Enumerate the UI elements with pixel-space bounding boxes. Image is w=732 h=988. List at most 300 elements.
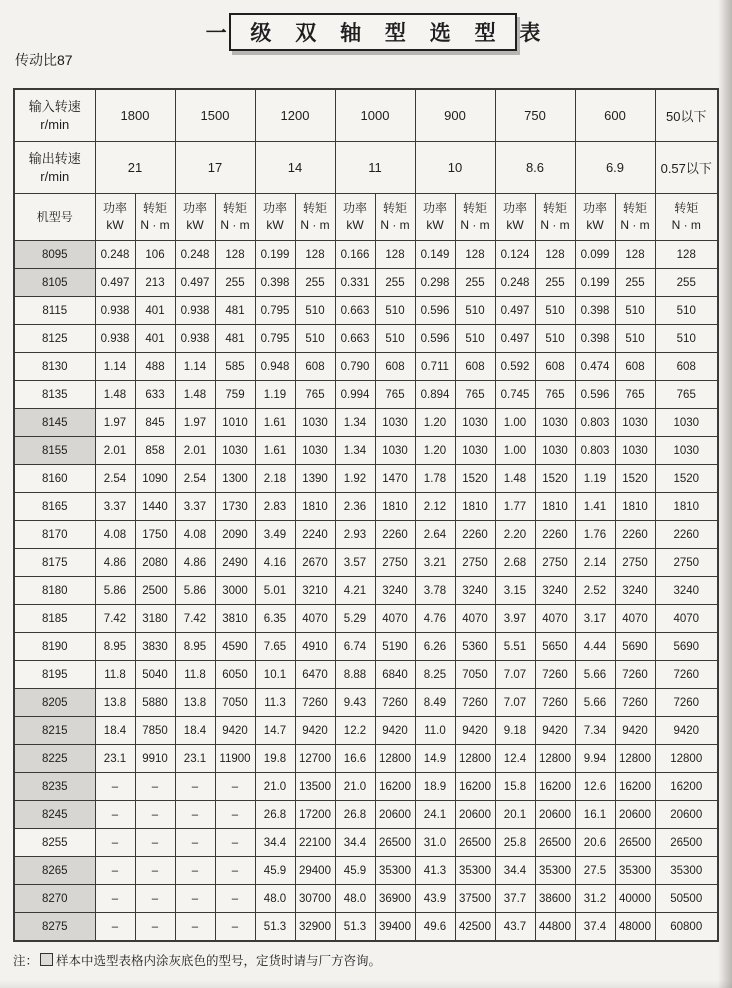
model-cell: 8245 [14, 801, 95, 829]
data-cell: – [95, 829, 135, 857]
data-cell: 128 [295, 241, 335, 269]
data-cell: 45.9 [335, 857, 375, 885]
data-cell: 3830 [135, 633, 175, 661]
data-cell: 16.6 [335, 745, 375, 773]
data-cell: 26.8 [335, 801, 375, 829]
output-speed-value: 11 [335, 142, 415, 194]
data-cell: 37.7 [495, 885, 535, 913]
data-cell: 4070 [655, 605, 718, 633]
table-body [14, 241, 718, 942]
data-cell: 4.08 [95, 521, 135, 549]
data-cell: 3.37 [95, 493, 135, 521]
data-cell: – [175, 857, 215, 885]
table-row [14, 437, 718, 465]
model-cell: 8155 [14, 437, 95, 465]
data-cell: 26500 [535, 829, 575, 857]
data-cell: 20600 [455, 801, 495, 829]
data-cell: 3.78 [415, 577, 455, 605]
data-cell: 18.4 [175, 717, 215, 745]
model-cell: 8255 [14, 829, 95, 857]
data-cell: 2.52 [575, 577, 615, 605]
input-speed-value: 1200 [255, 89, 335, 142]
data-cell: 26500 [615, 829, 655, 857]
data-cell: 608 [535, 353, 575, 381]
data-cell: 2.12 [415, 493, 455, 521]
output-speed-value: 21 [95, 142, 175, 194]
data-cell: – [175, 829, 215, 857]
data-cell: 20.1 [495, 801, 535, 829]
data-cell: 1.34 [335, 409, 375, 437]
data-cell: 2.18 [255, 465, 295, 493]
data-cell: 18.9 [415, 773, 455, 801]
data-cell: 7260 [535, 661, 575, 689]
data-cell: 1.34 [335, 437, 375, 465]
table-row [14, 297, 718, 325]
table-row [14, 717, 718, 745]
data-cell: – [95, 773, 135, 801]
data-cell: 3180 [135, 605, 175, 633]
data-cell: 128 [455, 241, 495, 269]
torque-header: 转矩 N · m [215, 194, 255, 241]
data-cell: 1810 [455, 493, 495, 521]
data-cell: 0.663 [335, 297, 375, 325]
data-cell: 3240 [655, 577, 718, 605]
data-cell: 11.3 [255, 689, 295, 717]
data-cell: 1.92 [335, 465, 375, 493]
data-cell: 0.803 [575, 437, 615, 465]
data-cell: 0.398 [575, 297, 615, 325]
data-cell: 12800 [615, 745, 655, 773]
output-speed-header: 输出转速 r/min [14, 142, 95, 194]
data-cell: 3.15 [495, 577, 535, 605]
data-cell: 0.398 [575, 325, 615, 353]
data-cell: 10.1 [255, 661, 295, 689]
data-cell: 11.0 [415, 717, 455, 745]
model-cell: 8125 [14, 325, 95, 353]
data-cell: 16200 [375, 773, 415, 801]
data-cell: 255 [535, 269, 575, 297]
torque-header: 转矩 N · m [135, 194, 175, 241]
data-cell: 128 [215, 241, 255, 269]
data-cell: 858 [135, 437, 175, 465]
data-cell: 2.01 [95, 437, 135, 465]
data-cell: 7260 [615, 661, 655, 689]
data-cell: 9.94 [575, 745, 615, 773]
data-cell: 48000 [615, 913, 655, 942]
data-cell: 4.21 [335, 577, 375, 605]
data-cell: 1810 [655, 493, 718, 521]
data-cell: 1.97 [95, 409, 135, 437]
torque-header: 转矩 N · m [615, 194, 655, 241]
model-cell: 8180 [14, 577, 95, 605]
data-cell: 0.803 [575, 409, 615, 437]
model-cell: 8270 [14, 885, 95, 913]
data-cell: 3.17 [575, 605, 615, 633]
data-cell: 1030 [615, 437, 655, 465]
data-cell: 16200 [615, 773, 655, 801]
data-cell: 7050 [455, 661, 495, 689]
data-cell: 7.42 [175, 605, 215, 633]
table-row [14, 465, 718, 493]
data-cell: 35300 [655, 857, 718, 885]
model-cell: 8185 [14, 605, 95, 633]
input-speed-value: 1500 [175, 89, 255, 142]
data-cell: 3240 [615, 577, 655, 605]
data-cell: 255 [295, 269, 335, 297]
data-cell: 5690 [615, 633, 655, 661]
power-header: 功率 kW [495, 194, 535, 241]
data-cell: 128 [375, 241, 415, 269]
data-cell: 0.596 [415, 297, 455, 325]
data-cell: 1090 [135, 465, 175, 493]
data-cell: 1030 [455, 409, 495, 437]
data-cell: 11.8 [175, 661, 215, 689]
model-cell: 8145 [14, 409, 95, 437]
data-cell: 5.51 [495, 633, 535, 661]
page-title-text: 一 级 双 轴 型 选 型 表 [205, 22, 550, 45]
data-cell: 9420 [215, 717, 255, 745]
data-cell: 12.4 [495, 745, 535, 773]
data-cell: 765 [295, 381, 335, 409]
data-cell: 0.298 [415, 269, 455, 297]
data-cell: 50500 [655, 885, 718, 913]
data-cell: – [135, 857, 175, 885]
data-cell: 19.8 [255, 745, 295, 773]
data-cell: 481 [215, 297, 255, 325]
data-cell: 510 [375, 297, 415, 325]
data-cell: 765 [615, 381, 655, 409]
data-cell: – [95, 801, 135, 829]
data-cell: 12800 [375, 745, 415, 773]
data-cell: 5360 [455, 633, 495, 661]
data-cell: 20600 [535, 801, 575, 829]
data-cell: 128 [655, 241, 718, 269]
data-cell: 9420 [375, 717, 415, 745]
data-cell: 0.248 [175, 241, 215, 269]
model-cell: 8205 [14, 689, 95, 717]
data-cell: 1440 [135, 493, 175, 521]
data-cell: 7050 [215, 689, 255, 717]
data-cell: 0.663 [335, 325, 375, 353]
data-cell: 3810 [215, 605, 255, 633]
data-cell: 5880 [135, 689, 175, 717]
data-cell: 9420 [615, 717, 655, 745]
data-cell: 6.74 [335, 633, 375, 661]
input-speed-value: 1800 [95, 89, 175, 142]
data-cell: 1.61 [255, 437, 295, 465]
data-cell: 0.592 [495, 353, 535, 381]
scan-edge-shadow [718, 0, 732, 988]
model-header: 机型号 [14, 194, 95, 241]
data-cell: 1030 [615, 409, 655, 437]
data-cell: 13.8 [175, 689, 215, 717]
data-cell: 4.44 [575, 633, 615, 661]
data-cell: 510 [655, 325, 718, 353]
data-cell: 0.124 [495, 241, 535, 269]
data-cell: 0.199 [575, 269, 615, 297]
data-cell: 6470 [295, 661, 335, 689]
data-cell: 2.54 [95, 465, 135, 493]
data-cell: 1.20 [415, 437, 455, 465]
model-cell: 8115 [14, 297, 95, 325]
data-cell: 39400 [375, 913, 415, 942]
data-cell: 4070 [535, 605, 575, 633]
torque-header: 转矩 N · m [535, 194, 575, 241]
output-speed-value: 14 [255, 142, 335, 194]
data-cell: 35300 [615, 857, 655, 885]
torque-header: 转矩 N · m [655, 194, 718, 241]
data-cell: 1750 [135, 521, 175, 549]
data-cell: 1810 [375, 493, 415, 521]
data-cell: 9420 [535, 717, 575, 745]
data-cell: 34.4 [335, 829, 375, 857]
input-speed-value: 1000 [335, 89, 415, 142]
table-row [14, 829, 718, 857]
table-row [14, 801, 718, 829]
data-cell: 510 [615, 325, 655, 353]
data-cell: 0.795 [255, 297, 295, 325]
data-cell: 1030 [375, 437, 415, 465]
data-cell: 0.938 [175, 297, 215, 325]
data-cell: 510 [455, 297, 495, 325]
output-speed-value: 17 [175, 142, 255, 194]
data-cell: 0.790 [335, 353, 375, 381]
data-cell: 0.795 [255, 325, 295, 353]
data-cell: 26500 [375, 829, 415, 857]
data-cell: 401 [135, 297, 175, 325]
data-cell: 26500 [455, 829, 495, 857]
data-cell: 7.07 [495, 661, 535, 689]
data-cell: 36900 [375, 885, 415, 913]
data-cell: 12800 [455, 745, 495, 773]
data-cell: 845 [135, 409, 175, 437]
input-speed-header: 输入转速 r/min [14, 89, 95, 142]
data-cell: 2090 [215, 521, 255, 549]
data-cell: 8.95 [95, 633, 135, 661]
input-speed-value: 50以下 [655, 89, 718, 142]
data-cell: 510 [655, 297, 718, 325]
data-cell: 0.149 [415, 241, 455, 269]
data-cell: 35300 [375, 857, 415, 885]
data-cell: 510 [535, 325, 575, 353]
data-cell: 3240 [375, 577, 415, 605]
table-row [14, 633, 718, 661]
data-cell: 5650 [535, 633, 575, 661]
data-cell: 585 [215, 353, 255, 381]
data-cell: 18.4 [95, 717, 135, 745]
data-cell: 2.54 [175, 465, 215, 493]
data-cell: 1.78 [415, 465, 455, 493]
model-cell: 8095 [14, 241, 95, 269]
data-cell: 15.8 [495, 773, 535, 801]
data-cell: 2750 [455, 549, 495, 577]
data-cell: 48.0 [335, 885, 375, 913]
data-cell: 12.6 [575, 773, 615, 801]
data-cell: 0.248 [495, 269, 535, 297]
data-cell: – [135, 829, 175, 857]
data-cell: 1.48 [95, 381, 135, 409]
data-cell: 6840 [375, 661, 415, 689]
data-cell: – [135, 801, 175, 829]
data-cell: 2.01 [175, 437, 215, 465]
table-row [14, 661, 718, 689]
data-cell: 2240 [295, 521, 335, 549]
data-cell: 0.474 [575, 353, 615, 381]
table-row [14, 521, 718, 549]
data-cell: 510 [375, 325, 415, 353]
data-cell: 14.7 [255, 717, 295, 745]
data-cell: – [135, 773, 175, 801]
data-cell: 0.398 [255, 269, 295, 297]
data-cell: 42500 [455, 913, 495, 942]
data-cell: 128 [535, 241, 575, 269]
data-cell: 20.6 [575, 829, 615, 857]
data-cell: 1810 [295, 493, 335, 521]
data-cell: 2670 [295, 549, 335, 577]
data-cell: 7260 [655, 661, 718, 689]
data-cell: 0.497 [175, 269, 215, 297]
data-cell: 5040 [135, 661, 175, 689]
data-cell: 608 [295, 353, 335, 381]
data-cell: 0.938 [175, 325, 215, 353]
data-cell: 26500 [655, 829, 718, 857]
data-cell: 1300 [215, 465, 255, 493]
power-header: 功率 kW [335, 194, 375, 241]
power-header: 功率 kW [415, 194, 455, 241]
data-cell: 12.2 [335, 717, 375, 745]
model-cell: 8190 [14, 633, 95, 661]
data-cell: 1.19 [255, 381, 295, 409]
data-cell: 0.497 [495, 325, 535, 353]
data-cell: 37.4 [575, 913, 615, 942]
data-cell: 34.4 [255, 829, 295, 857]
data-cell: 2080 [135, 549, 175, 577]
power-header: 功率 kW [575, 194, 615, 241]
table-row [14, 381, 718, 409]
model-cell: 8105 [14, 269, 95, 297]
data-cell: 488 [135, 353, 175, 381]
data-cell: 35300 [455, 857, 495, 885]
data-cell: 12800 [535, 745, 575, 773]
data-cell: 510 [295, 297, 335, 325]
data-cell: 2500 [135, 577, 175, 605]
data-cell: 1030 [535, 437, 575, 465]
data-cell: 2.83 [255, 493, 295, 521]
data-cell: – [215, 773, 255, 801]
unit-header-row [14, 194, 718, 241]
data-cell: 1.97 [175, 409, 215, 437]
data-cell: 26.8 [255, 801, 295, 829]
data-cell: 7260 [295, 689, 335, 717]
data-cell: – [135, 885, 175, 913]
data-cell: 7260 [655, 689, 718, 717]
data-cell: 633 [135, 381, 175, 409]
data-cell: 1470 [375, 465, 415, 493]
data-cell: 4.76 [415, 605, 455, 633]
data-cell: 1030 [215, 437, 255, 465]
model-cell: 8215 [14, 717, 95, 745]
data-cell: 1010 [215, 409, 255, 437]
data-cell: 0.948 [255, 353, 295, 381]
model-cell: 8130 [14, 353, 95, 381]
output-speed-value: 0.57以下 [655, 142, 718, 194]
ratio-label: 传动比87 [15, 52, 73, 68]
input-speed-value: 750 [495, 89, 575, 142]
data-cell: 4590 [215, 633, 255, 661]
data-cell: 51.3 [335, 913, 375, 942]
data-cell: – [215, 829, 255, 857]
data-cell: 1.48 [175, 381, 215, 409]
data-cell: 4.86 [175, 549, 215, 577]
data-cell: 1.76 [575, 521, 615, 549]
data-cell: 2260 [655, 521, 718, 549]
data-cell: 2.20 [495, 521, 535, 549]
data-cell: 481 [215, 325, 255, 353]
data-cell: 16200 [655, 773, 718, 801]
data-cell: 8.95 [175, 633, 215, 661]
data-cell: 1810 [615, 493, 655, 521]
data-cell: 1520 [655, 465, 718, 493]
data-cell: 759 [215, 381, 255, 409]
data-cell: 1.20 [415, 409, 455, 437]
data-cell: 1.41 [575, 493, 615, 521]
data-cell: 608 [375, 353, 415, 381]
data-cell: 4910 [295, 633, 335, 661]
torque-header: 转矩 N · m [295, 194, 335, 241]
data-cell: – [215, 885, 255, 913]
table-row [14, 325, 718, 353]
data-cell: 510 [535, 297, 575, 325]
data-cell: 5.86 [95, 577, 135, 605]
data-cell: 3.37 [175, 493, 215, 521]
data-cell: 2260 [535, 521, 575, 549]
data-cell: 35300 [535, 857, 575, 885]
data-cell: 3240 [455, 577, 495, 605]
data-cell: 3.21 [415, 549, 455, 577]
data-cell: 1030 [295, 437, 335, 465]
data-cell: 7260 [375, 689, 415, 717]
data-cell: 4.86 [95, 549, 135, 577]
table-row [14, 773, 718, 801]
data-cell: 31.2 [575, 885, 615, 913]
data-cell: 45.9 [255, 857, 295, 885]
data-cell: 1730 [215, 493, 255, 521]
table-row [14, 549, 718, 577]
data-cell: 7.34 [575, 717, 615, 745]
data-cell: 0.938 [95, 297, 135, 325]
table-row [14, 353, 718, 381]
model-cell: 8195 [14, 661, 95, 689]
model-cell: 8170 [14, 521, 95, 549]
power-header: 功率 kW [175, 194, 215, 241]
model-cell: 8265 [14, 857, 95, 885]
data-cell: 14.9 [415, 745, 455, 773]
data-cell: – [95, 885, 135, 913]
footnote-prefix: 注： [13, 954, 39, 968]
selection-table [13, 88, 719, 942]
data-cell: 2.68 [495, 549, 535, 577]
data-cell: 510 [295, 325, 335, 353]
data-cell: 3.57 [335, 549, 375, 577]
data-cell: 401 [135, 325, 175, 353]
data-cell: – [215, 801, 255, 829]
table-header [14, 89, 718, 241]
data-cell: 0.166 [335, 241, 375, 269]
data-cell: 9.18 [495, 717, 535, 745]
data-cell: 12800 [655, 745, 718, 773]
data-cell: 1.14 [95, 353, 135, 381]
data-cell: 765 [535, 381, 575, 409]
